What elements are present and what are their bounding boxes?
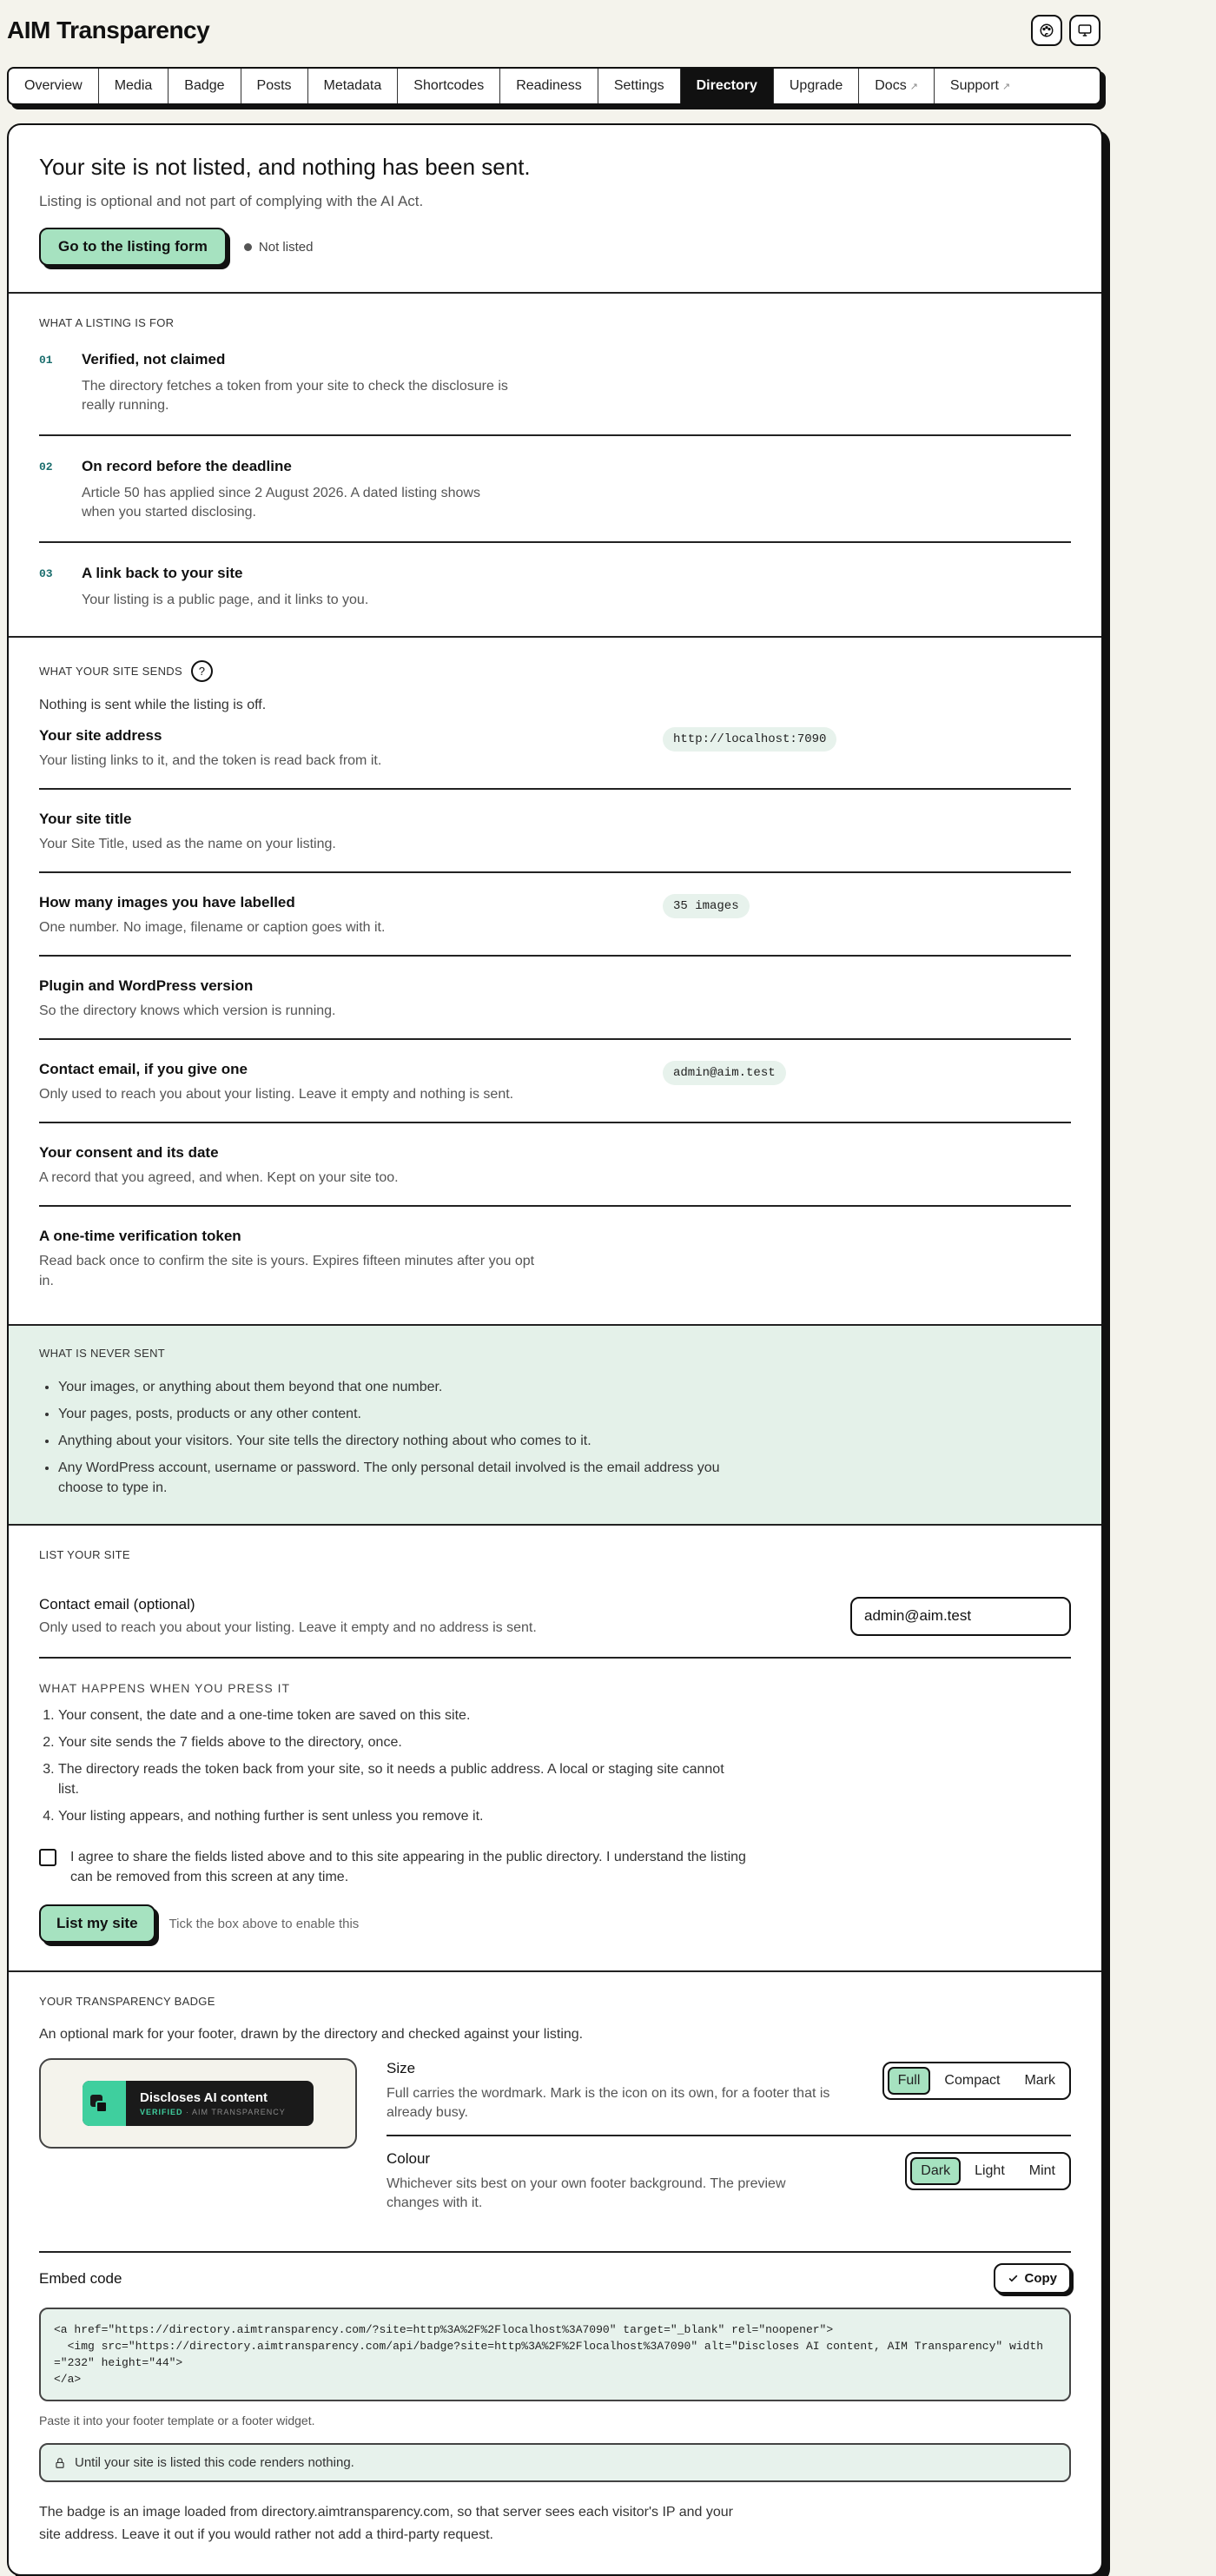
copy-button[interactable] [994, 2263, 1072, 2294]
sent-field-row [39, 957, 1071, 1040]
tab-overview[interactable] [9, 69, 99, 103]
never-item: • Your images, or anything about them beyond that one number. [58, 1377, 744, 1397]
size-option-row [387, 2058, 1071, 2136]
palette-icon[interactable] [1031, 15, 1062, 46]
sent-field-desc: Your Site Title, used as the name on your listing. [39, 837, 336, 851]
status-text: Not listed [258, 239, 314, 255]
tab-label: Docs [875, 78, 907, 93]
purpose-number: 02 [39, 460, 53, 473]
tab-label: Badge [184, 78, 225, 93]
tab-settings[interactable] [598, 69, 681, 103]
consent-row [39, 1847, 1071, 1887]
colour-option-dark[interactable]: Dark [910, 2157, 961, 2185]
sent-field-text [39, 1061, 647, 1104]
purpose-item [39, 436, 1071, 543]
top-bar [7, 0, 1216, 61]
tab-label: Settings [613, 78, 664, 93]
sent-field-text [39, 811, 647, 854]
sent-field-title: Your site address [39, 727, 162, 744]
purpose-number: 01 [39, 354, 53, 367]
badge-brand: · AIM TRANSPARENCY [186, 2108, 286, 2116]
tab-label: Upgrade [789, 78, 843, 93]
top-icons [1031, 15, 1100, 46]
sent-field-text [39, 977, 647, 1021]
hero-actions [39, 228, 1071, 266]
help-icon[interactable]: ? [191, 660, 213, 682]
colour-desc: Whichever sits best on your own footer background. The preview changes with it. [387, 2176, 786, 2210]
purpose-section [9, 294, 1101, 638]
page-title: Your site is not listed, and nothing has been sent. [39, 154, 531, 180]
purpose-body [82, 351, 516, 415]
sent-field-title: Contact email, if you give one [39, 1061, 248, 1077]
sent-field-text [39, 894, 647, 937]
consent-checkbox[interactable] [39, 1849, 56, 1866]
sent-field-desc: Only used to reach you about your listing. Leave it empty and nothing is sent. [39, 1087, 514, 1102]
size-segmented-control [882, 2062, 1071, 2100]
contact-email-text [39, 1596, 537, 1636]
tab-docs[interactable] [859, 69, 935, 103]
step-item: 1. Your consent, the date and a one-time token are saved on this site. [58, 1705, 744, 1725]
tab-label: Support [949, 78, 999, 93]
steps-eyebrow: WHAT HAPPENS WHEN YOU PRESS IT [39, 1681, 291, 1695]
contact-email-field[interactable] [850, 1597, 1071, 1636]
sends-list [39, 713, 1071, 1300]
sent-field-row [39, 713, 1071, 790]
sent-field-title: How many images you have labelled [39, 894, 295, 911]
badge-eyebrow: YOUR TRANSPARENCY BADGE [39, 1995, 215, 2008]
not-listed-notice [39, 2443, 1071, 2482]
sent-field-value: 35 images [663, 894, 750, 918]
sent-field-value-cell [663, 1144, 1071, 1188]
sent-field-value-cell [663, 727, 1071, 771]
sent-field-row [39, 1123, 1071, 1207]
purpose-body [82, 458, 516, 522]
badge-grid [39, 2058, 1071, 2225]
purpose-list [39, 329, 1071, 617]
purpose-eyebrow: WHAT A LISTING IS FOR [39, 316, 175, 329]
sent-field-row [39, 873, 1071, 957]
colour-option-light[interactable]: Light [975, 2163, 1005, 2178]
purpose-number: 03 [39, 567, 53, 580]
tab-label: Posts [256, 78, 292, 93]
tab-upgrade[interactable] [774, 69, 859, 103]
tab-label: Media [114, 78, 153, 93]
sends-header [39, 660, 1071, 682]
sent-field-row [39, 1040, 1071, 1123]
tab-metadata[interactable] [308, 69, 399, 103]
sent-field-row [39, 790, 1071, 873]
colour-option-mint[interactable]: Mint [1028, 2163, 1055, 2178]
sent-field-desc: Read back once to confirm the site is yours. Expires fifteen minutes after you opt in. [39, 1254, 535, 1288]
contact-email-label: Contact email (optional) [39, 1596, 195, 1612]
purpose-item [39, 329, 1071, 436]
external-link-icon: ↗ [1001, 81, 1011, 92]
tab-readiness[interactable] [500, 69, 598, 103]
never-eyebrow: WHAT IS NEVER SENT [39, 1347, 166, 1360]
directory-card [7, 123, 1103, 2576]
contact-email-desc: Only used to reach you about your listing. Leave it empty and no address is sent. [39, 1620, 537, 1635]
page-subtitle: Listing is optional and not part of complying with the AI Act. [39, 193, 424, 209]
external-link-icon: ↗ [909, 81, 918, 92]
size-option-text [387, 2060, 838, 2122]
badge-section [9, 1972, 1101, 2574]
list-hint: Tick the box above to enable this [169, 1916, 360, 1931]
notice-text: Until your site is listed this code renders nothing. [75, 2455, 354, 2470]
size-option-full[interactable]: Full [888, 2067, 931, 2095]
sent-field-value-cell [663, 811, 1071, 854]
never-sent-section [9, 1326, 1101, 1526]
sends-intro: Nothing is sent while the listing is off. [39, 698, 267, 712]
list-my-site-button[interactable]: List my site [39, 1904, 155, 1943]
tab-badge[interactable] [169, 69, 241, 103]
sent-field-row [39, 1207, 1071, 1300]
sends-section [9, 638, 1101, 1326]
sent-field-value-cell [663, 977, 1071, 1021]
tab-label: Overview [24, 78, 83, 93]
steps-list [39, 1705, 1071, 1826]
purpose-desc: Your listing is a public page, and it links to you. [82, 593, 369, 607]
size-option-mark[interactable]: Mark [1024, 2073, 1055, 2088]
badge-mark-icon [83, 2081, 126, 2126]
purpose-title: On record before the deadline [82, 458, 292, 474]
badge-verified: VERIFIED [140, 2108, 183, 2116]
colour-label: Colour [387, 2150, 431, 2167]
badge-title: Discloses AI content [140, 2090, 268, 2105]
purpose-item [39, 543, 1071, 617]
sent-field-desc: A record that you agreed, and when. Kept on your site too. [39, 1170, 399, 1185]
size-desc: Full carries the wordmark. Mark is the icon on its own, for a footer that is already busy. [387, 2086, 830, 2120]
badge-intro: An optional mark for your footer, drawn by the directory and checked against your listing. [39, 2027, 584, 2042]
sent-field-title: Your site title [39, 811, 132, 827]
badge-subtitle [140, 2108, 286, 2116]
size-option-compact[interactable]: Compact [944, 2073, 1001, 2088]
embed-code[interactable]: <a href="https://directory.aimtransparency.com/?site=http%3A%2F%2Flocalhost%3A7090" target="_blank" rel="noopener"> <img src="https://directory.aimtransparency.com/api/badge?site=http%3A%2F%2Flocalhost%3A7090" alt="Discloses AI content, AIM Transparency" width="232" height="44"> </a> [39, 2308, 1071, 2401]
tab-bar [7, 67, 1101, 105]
sent-field-text [39, 727, 647, 771]
tab-media[interactable] [99, 69, 169, 103]
tab-label: Shortcodes [413, 78, 485, 93]
badge-options [387, 2058, 1071, 2225]
list-site-section [9, 1526, 1101, 1972]
go-to-listing-form-button[interactable]: Go to the listing form [39, 228, 227, 266]
purpose-desc: Article 50 has applied since 2 August 2026. A dated listing shows when you started disclosing. [82, 486, 480, 520]
tab-label: Readiness [516, 78, 582, 93]
sent-field-title: Your consent and its date [39, 1144, 219, 1161]
purpose-title: Verified, not claimed [82, 351, 226, 368]
tab-shortcodes[interactable] [398, 69, 500, 103]
sent-field-desc: One number. No image, filename or caption goes with it. [39, 920, 386, 935]
step-item: 4. Your listing appears, and nothing further is sent unless you remove it. [58, 1806, 744, 1826]
badge-preview [39, 2058, 357, 2149]
list-actions [39, 1904, 1071, 1943]
embed-header [39, 2251, 1071, 2294]
never-list [39, 1377, 1071, 1498]
purpose-body [82, 565, 516, 610]
badge-sample [83, 2081, 314, 2126]
sent-field-desc: So the directory knows which version is running. [39, 1003, 336, 1018]
sent-field-value: admin@aim.test [663, 1061, 786, 1085]
sent-field-value-cell [663, 894, 1071, 937]
tab-label: Directory [696, 78, 757, 93]
badge-words [126, 2090, 286, 2116]
status-section [9, 125, 1101, 294]
step-item: 3. The directory reads the token back from your site, so it needs a public address. A local or staging site cannot list. [58, 1759, 744, 1799]
colour-option-text [387, 2150, 838, 2213]
sent-field-value-cell [663, 1228, 1071, 1291]
status-badge [244, 240, 314, 255]
embed-title: Embed code [39, 2269, 122, 2287]
sends-eyebrow: WHAT YOUR SITE SENDS [39, 665, 182, 678]
list-eyebrow: LIST YOUR SITE [39, 1548, 130, 1561]
paste-hint: Paste it into your footer template or a footer widget. [39, 2414, 315, 2427]
step-item: 2. Your site sends the 7 fields above to the directory, once. [58, 1732, 744, 1752]
never-item: • Any WordPress account, username or password. The only personal detail involved is the email address you choose to type in. [58, 1458, 744, 1498]
sent-field-value-cell [663, 1061, 1071, 1104]
check-icon [1008, 2273, 1019, 2284]
tab-support[interactable] [935, 69, 1026, 103]
sent-field-value: http://localhost:7090 [663, 727, 836, 752]
tab-posts[interactable] [241, 69, 308, 103]
never-item: • Anything about your visitors. Your site tells the directory nothing about who comes to it. [58, 1431, 744, 1451]
consent-text: I agree to share the fields listed above and to this site appearing in the public directory. I understand the listing can be removed from this screen at any time. [70, 1850, 746, 1884]
app-title: AIM Transparency [7, 17, 210, 43]
size-label: Size [387, 2060, 416, 2076]
sent-field-desc: Your listing links to it, and the token is read back from it. [39, 753, 382, 768]
monitor-icon[interactable] [1069, 15, 1100, 46]
badge-footnote: The badge is an image loaded from directory.aimtransparency.com, so that server sees each visitor's IP and your site address. Leave it out if you would rather not add a third-party request. [39, 2505, 733, 2542]
colour-segmented-control [905, 2152, 1071, 2190]
never-item: • Your pages, posts, products or any other content. [58, 1404, 744, 1424]
sent-field-text [39, 1144, 647, 1188]
sent-field-text [39, 1228, 647, 1291]
copy-label: Copy [1024, 2271, 1057, 2286]
purpose-desc: The directory fetches a token from your site to check the disclosure is really running. [82, 379, 508, 413]
tab-label: Metadata [323, 78, 382, 93]
sent-field-title: A one-time verification token [39, 1228, 241, 1244]
sent-field-title: Plugin and WordPress version [39, 977, 254, 994]
lock-icon [54, 2457, 66, 2469]
tab-directory[interactable] [681, 69, 774, 103]
status-dot-icon [244, 243, 252, 251]
purpose-title: A link back to your site [82, 565, 243, 581]
contact-email-row [39, 1561, 1071, 1659]
colour-option-row [387, 2136, 1071, 2225]
